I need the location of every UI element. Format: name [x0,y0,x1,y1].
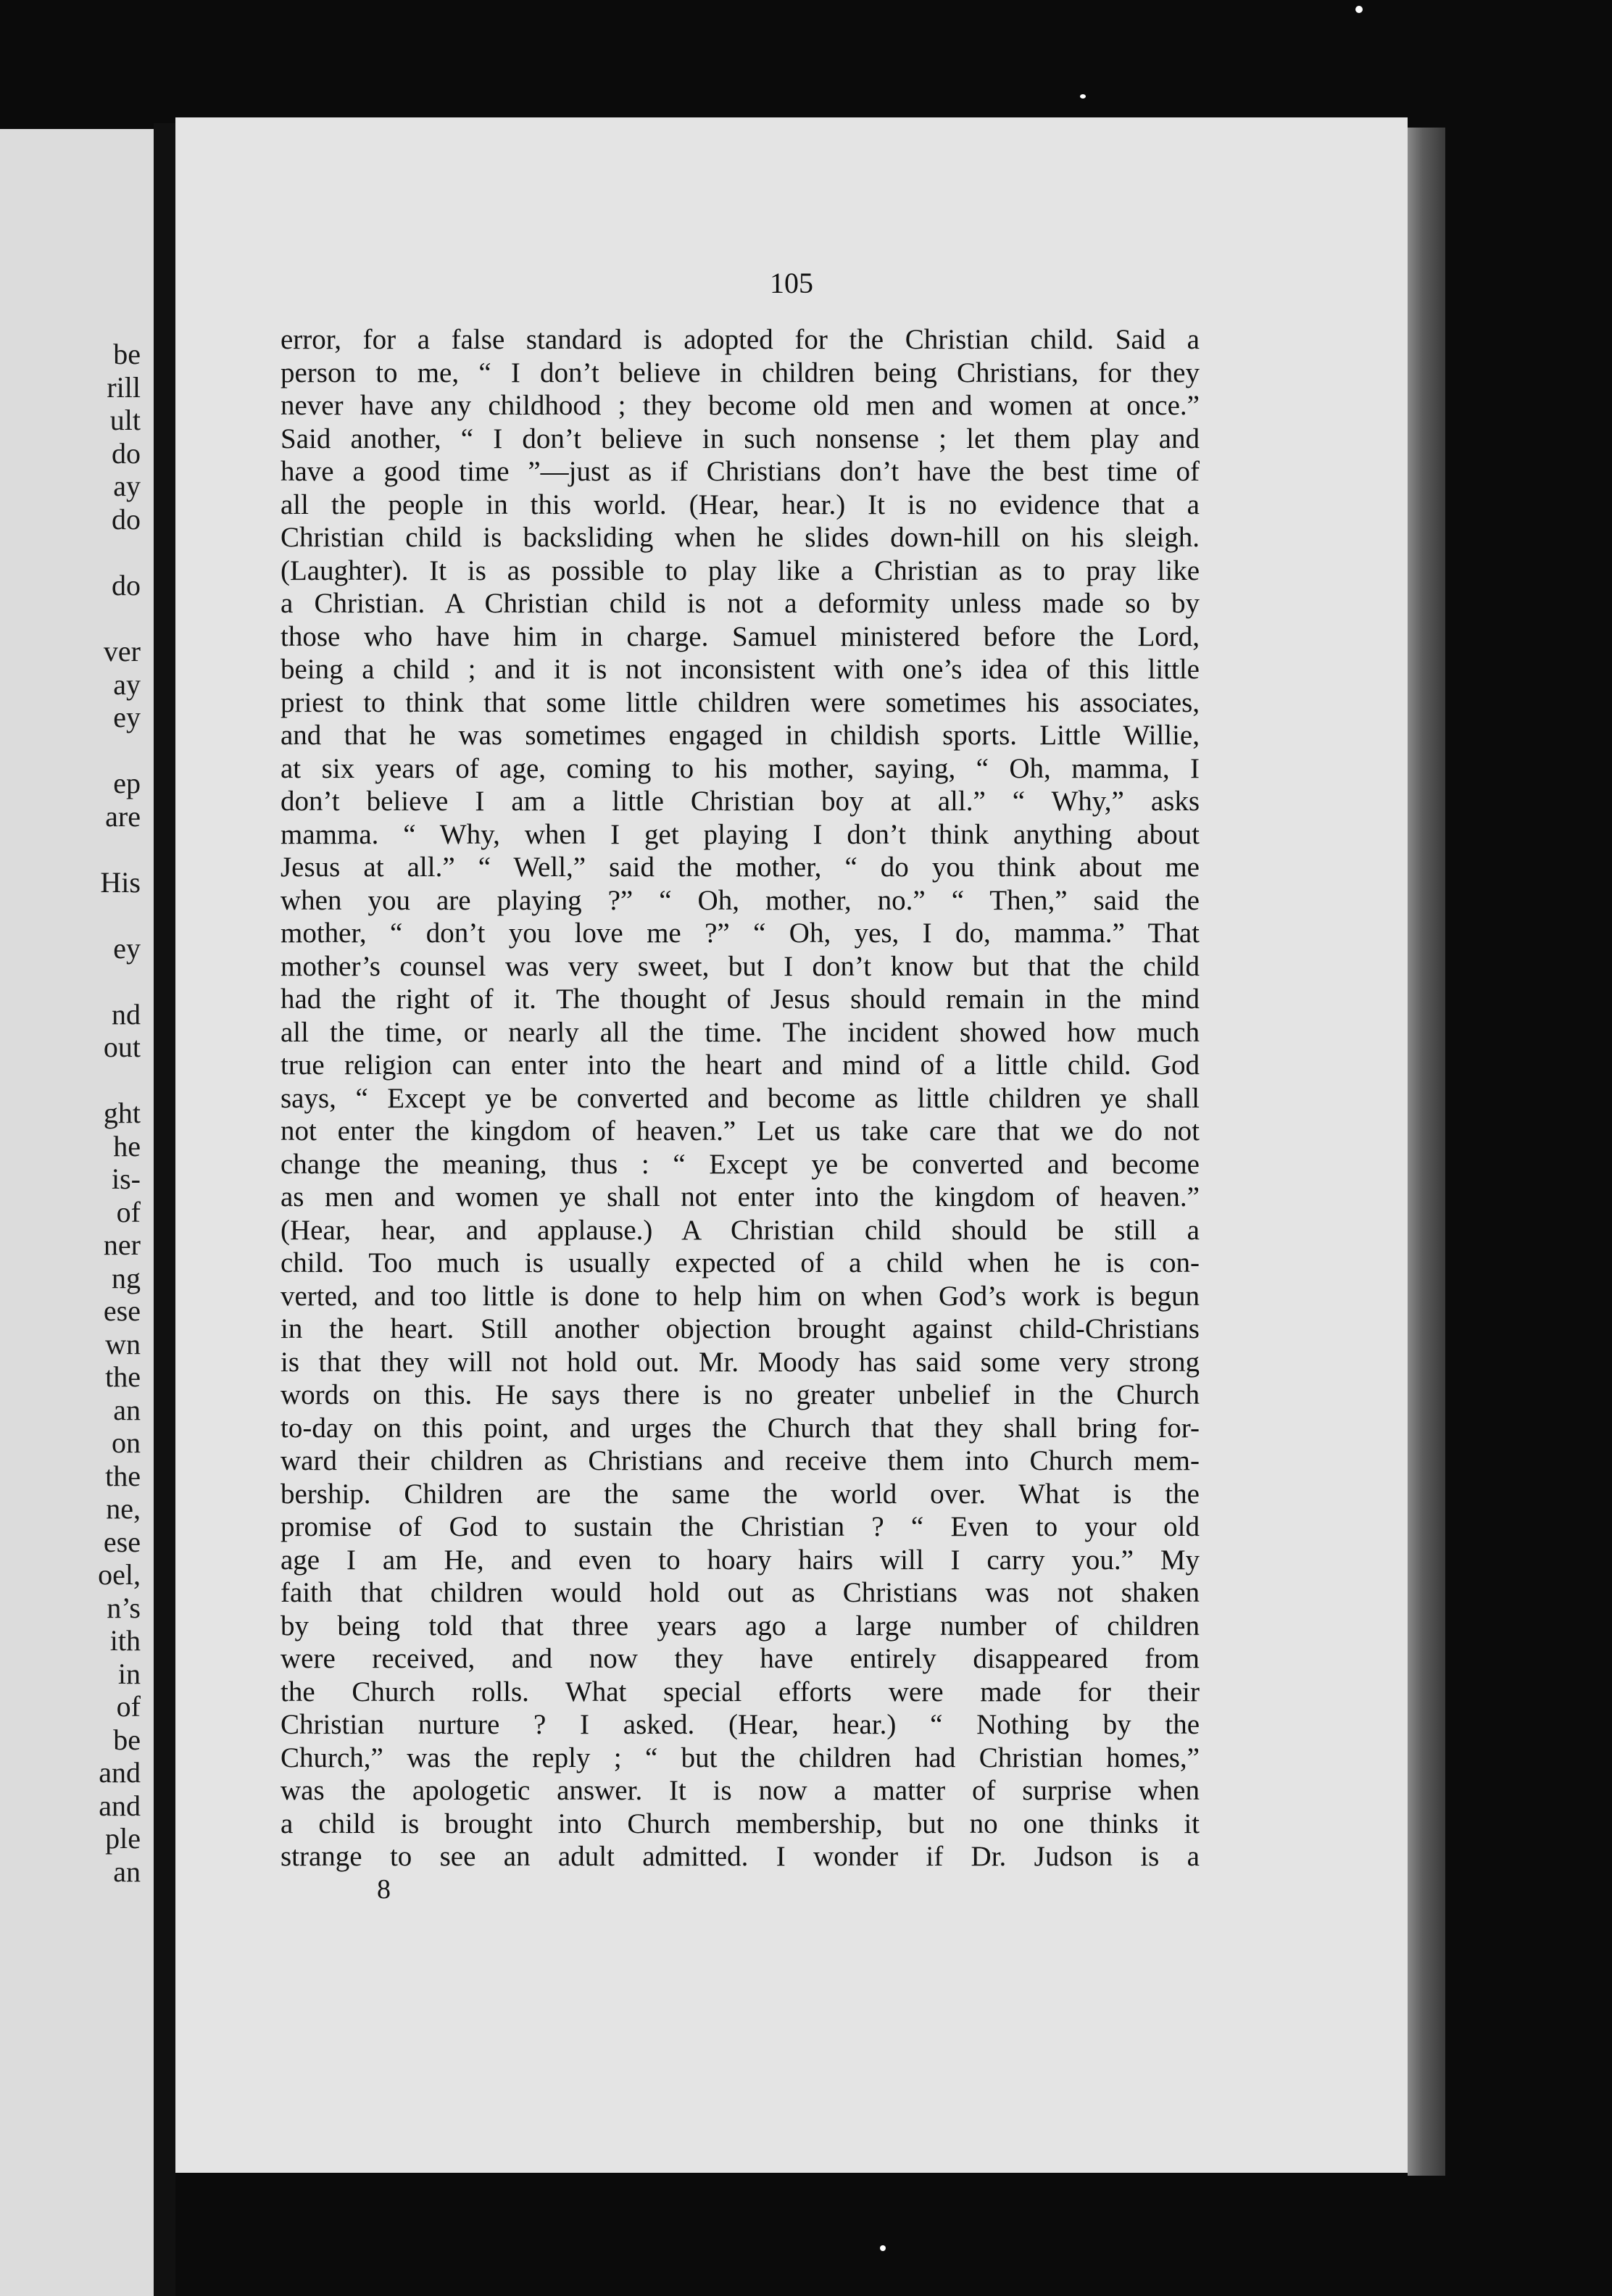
left-page-text-fragment: of [116,1690,141,1723]
dust-speck [1080,94,1086,99]
text-line: Church,” was the reply ; “ but the children had Christian homes,” [281,1742,1200,1773]
left-page-text-fragment: ay [113,668,141,701]
left-page-text-fragment: do [112,503,141,536]
left-page-text-fragment: ith [109,1624,141,1657]
book-page [175,117,1408,2173]
text-line: at six years of age, coming to his mother, saying, “ Oh, mamma, I [281,752,1200,784]
left-page-text-fragment: and [99,1756,141,1789]
body-text [281,323,1200,1873]
text-line: when you are playing ?” “ Oh, mother, no.” “ Then,” said the [281,884,1200,916]
text-line: to-day on this point, and urges the Church that they shall bring for- [281,1412,1200,1444]
text-line: all the people in this world. (Hear, hear.) It is no evidence that a [281,488,1200,520]
left-page-text-fragment: ult [109,404,141,436]
text-line: and that he was sometimes engaged in childish sports. Little Willie, [281,720,1200,751]
text-line: not enter the kingdom of heaven.” Let us take care that we do not [281,1115,1200,1147]
left-page-text-fragment: of [116,1196,141,1228]
text-line: strange to see an adult admitted. I wonder if Dr. Judson is a [281,1841,1200,1872]
page-edge-stack [1408,128,1445,2176]
left-page-text-fragment: n’s [107,1592,141,1624]
left-page-text-fragment: do [112,437,141,470]
text-line: (Hear, hear, and applause.) A Christian child should be still a [281,1214,1200,1246]
text-line: verted, and too little is done to help him on when God’s work is begun [281,1280,1200,1312]
left-facing-page [0,129,154,2296]
left-page-text-fragment: an [113,1394,141,1426]
left-page-text-fragment: ple [105,1822,141,1855]
left-page-text-fragment: nd [112,998,141,1031]
text-line: Christian nurture ? I asked. (Hear, hear.) “ Nothing by the [281,1709,1200,1740]
left-page-text-fragment: out [103,1031,141,1063]
text-line: all the time, or nearly all the time. The incident showed how much [281,1016,1200,1048]
left-page-text-fragment: are [105,800,141,833]
left-page-text-fragment: ey [113,932,141,965]
dust-speck [880,2245,886,2251]
book-gutter [154,123,175,2296]
text-line: mother’s counsel was very sweet, but I don’t know but that the child [281,950,1200,982]
left-page-text-fragment: oel, [98,1558,141,1591]
left-page-text-fragment: ese [103,1526,141,1558]
left-page-text-fragment: be [113,1723,141,1756]
text-line: in the heart. Still another objection brought against child-Christians [281,1313,1200,1344]
dust-speck [1355,6,1363,13]
left-page-text-fragment: ne, [106,1492,141,1525]
text-line: never have any childhood ; they become old men and women at once.” [281,390,1200,421]
left-page-text-fragment: do [112,569,141,602]
text-line: a child is brought into Church membership, but no one thinks it [281,1808,1200,1839]
text-line: faith that children would hold out as Christians was not shaken [281,1577,1200,1608]
left-page-text-fragment: in [117,1657,141,1690]
text-line: bership. Children are the same the world over. What is the [281,1478,1200,1510]
left-page-text-fragment: ay [113,470,141,502]
left-page-text-fragment: the [105,1360,141,1393]
left-page-text-fragment: ght [103,1097,141,1129]
left-page-text-fragment: rill [107,371,141,404]
text-line: ward their children as Christians and receive them into Church mem- [281,1445,1200,1476]
signature-mark: 8 [377,1874,391,1905]
text-line: Said another, “ I don’t believe in such nonsense ; let them play and [281,423,1200,454]
text-line: don’t believe I am a little Christian boy at all.” “ Why,” asks [281,786,1200,817]
text-line: was the apologetic answer. It is now a matter of surprise when [281,1775,1200,1806]
text-line: by being told that three years ago a large number of children [281,1610,1200,1642]
left-page-text-fragment: His [100,866,141,899]
left-page-text-fragment: ese [103,1294,141,1327]
text-line: being a child ; and it is not inconsistent with one’s idea of this little [281,654,1200,685]
text-line: is that they will not hold out. Mr. Moody has said some very strong [281,1346,1200,1378]
left-page-text-fragment: an [113,1855,141,1888]
text-line: mamma. “ Why, when I get playing I don’t think anything about [281,818,1200,850]
text-line: a Christian. A Christian child is not a deformity unless made so by [281,588,1200,619]
text-line: (Laughter). It is as possible to play like a Christian as to pray like [281,554,1200,586]
text-line: change the meaning, thus : “ Except ye be converted and become [281,1148,1200,1180]
text-line: error, for a false standard is adopted for the Christian child. Said a [281,324,1200,355]
left-page-text-fragment: be [113,338,141,370]
text-line: promise of God to sustain the Christian ? “ Even to your old [281,1511,1200,1542]
left-page-text-fragment: is- [112,1162,141,1195]
text-line: mother, “ don’t you love me ?” “ Oh, yes, I do, mamma.” That [281,918,1200,949]
text-line: person to me, “ I don’t believe in children being Christians, for they [281,357,1200,388]
text-line: child. Too much is usually expected of a child when he is con- [281,1247,1200,1278]
left-page-text-fragment: and [99,1789,141,1822]
left-page-text-fragment: ey [113,701,141,733]
text-line: were received, and now they have entirely disappeared from [281,1643,1200,1674]
text-line: words on this. He says there is no greater unbelief in the Church [281,1379,1200,1410]
text-line: Jesus at all.” “ Well,” said the mother, “ do you think about me [281,852,1200,883]
left-page-text-fragment: ng [112,1262,141,1294]
text-line: true religion can enter into the heart and mind of a little child. God [281,1049,1200,1081]
text-line: had the right of it. The thought of Jesus should remain in the mind [281,983,1200,1015]
left-page-text-fragment: he [113,1130,141,1162]
left-page-text-fragment: ner [103,1228,141,1261]
page-number: 105 [770,267,813,299]
left-page-text-fragment: the [105,1460,141,1492]
left-page-text-fragment: wn [105,1328,141,1360]
text-line: age I am He, and even to hoary hairs will I carry you.” My [281,1544,1200,1576]
left-page-text-fragment: ep [113,767,141,799]
text-line: those who have him in charge. Samuel ministered before the Lord, [281,620,1200,652]
text-line: priest to think that some little children were sometimes his associates, [281,686,1200,718]
text-line: as men and women ye shall not enter into the kingdom of heaven.” [281,1181,1200,1213]
left-page-text-fragment: on [112,1426,141,1459]
text-line: Christian child is backsliding when he slides down-hill on his sleigh. [281,522,1200,553]
left-page-text-fragment: ver [103,635,141,667]
text-line: says, “ Except ye be converted and become as little children ye shall [281,1082,1200,1114]
text-line: have a good time ”—just as if Christians don’t have the best time of [281,456,1200,487]
text-line: the Church rolls. What special efforts were made for their [281,1676,1200,1708]
